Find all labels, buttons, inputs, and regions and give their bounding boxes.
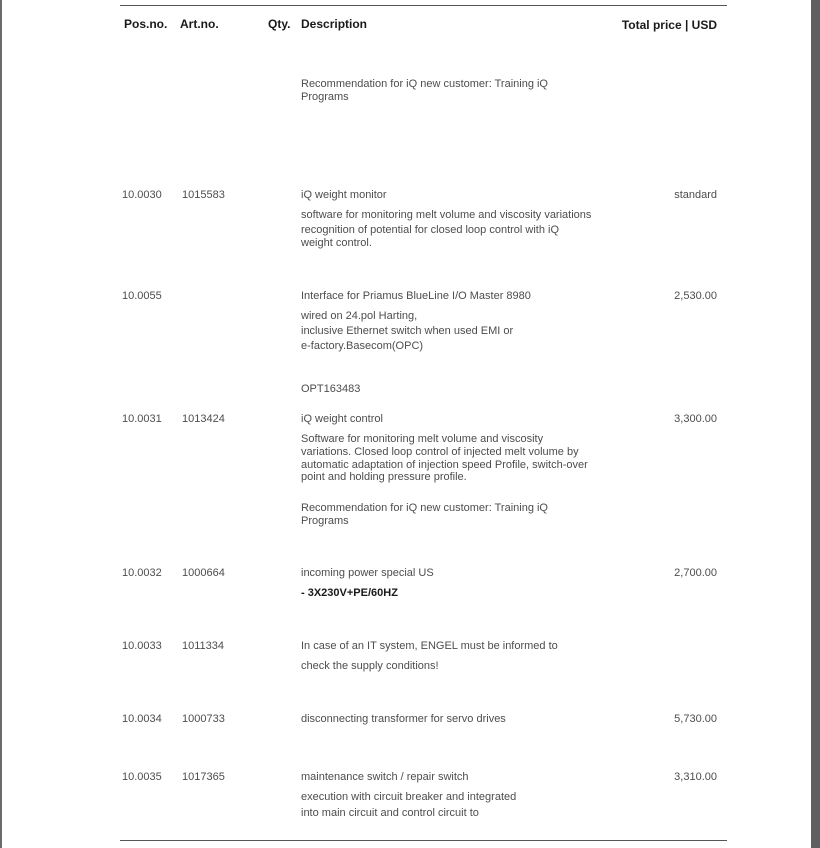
item-art-no: 1015583: [182, 189, 225, 201]
top-rule: [120, 5, 727, 6]
item-desc-line: check the supply conditions!: [301, 660, 439, 672]
item-pos-no: 10.0032: [122, 567, 162, 579]
header-pos-no: Pos.no.: [124, 17, 168, 31]
item-price: standard: [674, 189, 717, 201]
item-desc-line: wired on 24.pol Harting,: [301, 310, 418, 322]
item-pos-no: 10.0034: [122, 713, 162, 725]
item-price: 5,730.00: [674, 713, 717, 725]
item-desc-line: variations. Closed loop control of injected melt volume by: [301, 446, 579, 458]
page-shadow-right: [811, 0, 820, 848]
item-option-code: OPT163483: [301, 383, 361, 395]
item-desc-line: execution with circuit breaker and integrated: [301, 791, 517, 803]
item-art-no: 1011334: [182, 640, 225, 652]
item-title: incoming power special US: [301, 567, 434, 579]
item-desc-line: e-factory.Basecom(OPC): [301, 340, 424, 352]
header-qty: Qty.: [268, 17, 291, 31]
item-pos-no: 10.0055: [122, 290, 162, 302]
item-desc-line: point and holding pressure profile.: [301, 471, 467, 483]
item-title: Interface for Priamus BlueLine I/O Master 8980: [301, 290, 531, 302]
item-price: 2,700.00: [674, 567, 717, 579]
recommendation-line: Recommendation for iQ new customer: Training iQ: [301, 78, 548, 90]
item-desc-line: inclusive Ethernet switch when used EMI or: [301, 325, 514, 337]
item-art-no: 1013424: [182, 413, 225, 425]
item-price: 3,300.00: [674, 413, 717, 425]
item-title: maintenance switch / repair switch: [301, 771, 469, 783]
item-desc-line: automatic adaptation of injection speed Profile, switch-over: [301, 459, 588, 471]
item-pos-no: 10.0035: [122, 771, 162, 783]
item-desc-line: into main circuit and control circuit to: [301, 807, 479, 819]
bottom-rule: [120, 840, 727, 841]
header-total-price: Total price | USD: [621, 18, 717, 32]
item-title: disconnecting transformer for servo drives: [301, 713, 506, 725]
item-pos-no: 10.0030: [122, 189, 162, 201]
item-title: iQ weight monitor: [301, 189, 387, 201]
recommendation-line: Programs: [301, 91, 349, 103]
item-title: iQ weight control: [301, 413, 383, 425]
item-art-no: 1017365: [182, 771, 225, 783]
page-shadow-left: [0, 0, 2, 848]
item-desc-line: software for monitoring melt volume and viscosity variations: [301, 209, 592, 221]
header-description: Description: [301, 17, 368, 31]
item-voltage-spec: - 3X230V+PE/60HZ: [301, 587, 398, 599]
item-art-no: 1000664: [182, 567, 225, 579]
item-art-no: 1000733: [182, 713, 225, 725]
recommendation-line: Recommendation for iQ new customer: Training iQ: [301, 502, 548, 514]
item-title: In case of an IT system, ENGEL must be informed to: [301, 640, 558, 652]
item-desc-line: recognition of potential for closed loop control with iQ: [301, 224, 560, 236]
item-price: 3,310.00: [674, 771, 717, 783]
item-pos-no: 10.0031: [122, 413, 162, 425]
header-art-no: Art.no.: [180, 17, 219, 31]
item-desc-line: weight control.: [301, 237, 372, 249]
item-pos-no: 10.0033: [122, 640, 162, 652]
recommendation-line: Programs: [301, 515, 349, 527]
item-price: 2,530.00: [674, 290, 717, 302]
item-desc-line: Software for monitoring melt volume and viscosity: [301, 433, 544, 445]
